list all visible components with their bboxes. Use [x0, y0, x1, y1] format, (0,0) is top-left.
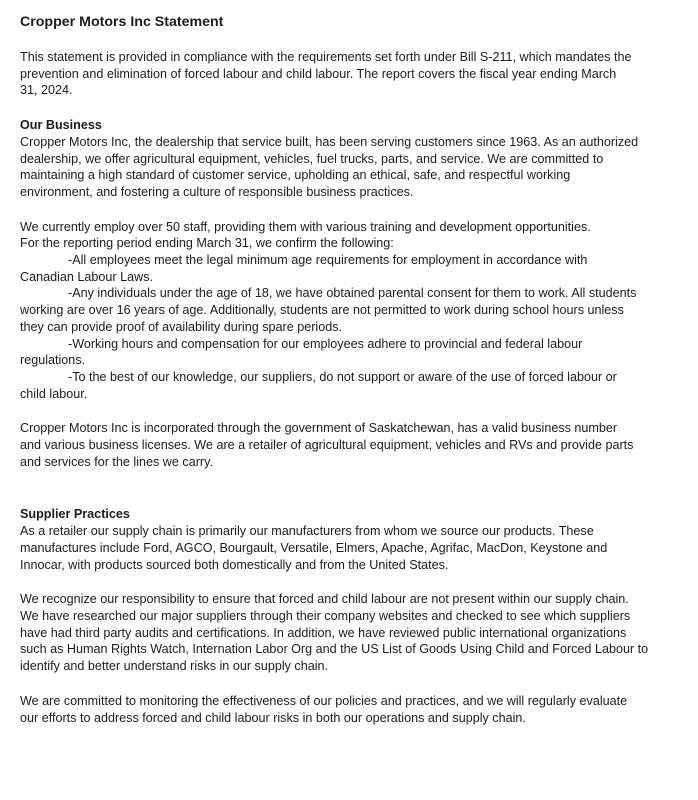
incorporation-line: and various business licenses. We are a retailer of agricultural equipment, vehicles and RVs and provide parts: [20, 438, 634, 453]
statement-document: [20, 13, 680, 744]
responsibility-line: We have researched our major suppliers through their company websites and checked to see which suppliers: [20, 608, 631, 623]
incorporation-line: Cropper Motors Inc is incorporated through the government of Saskatchewan, has a valid business number: [20, 421, 618, 436]
confirmation-item-first-line: -All employees meet the legal minimum age requirements for employment in accordance with: [68, 253, 588, 268]
business-line: dealership, we offer agricultural equipment, vehicles, fuel trucks, parts, and service. We are committed to: [20, 151, 604, 166]
intro-line: prevention and elimination of forced labour and child labour. The report covers the fiscal year ending March: [20, 66, 617, 81]
confirmation-item-first-line: -To the best of our knowledge, our suppliers, do not support or aware of the use of forced labour or: [68, 369, 617, 384]
our-business-heading: Our Business: [20, 118, 102, 133]
employment-line: For the reporting period ending March 31, we confirm the following:: [20, 236, 394, 251]
intro-line: This statement is provided in compliance with the requirements set forth under Bill S-211, which mandates the: [20, 50, 632, 64]
document-title: Cropper Motors Inc Statement: [20, 14, 224, 30]
supplier-line: manufactures include Ford, AGCO, Bourgault, Versatile, Elmers, Apache, Agrifac, MacDon, Keystone and: [20, 540, 608, 555]
intro-line: 31, 2024.: [20, 83, 73, 98]
commitment-line: our efforts to address forced and child labour risks in both our operations and supply chain.: [20, 710, 526, 725]
employment-paragraph: [20, 219, 680, 403]
confirmation-item-first-line: -Any individuals under the age of 18, we have obtained parental consent for them to work. All students: [68, 286, 637, 301]
commitment-line: We are committed to monitoring the effectiveness of our policies and practices, and we will regularly evaluate: [20, 693, 628, 708]
responsibility-line: have had third party audits and certifications. In addition, we have reviewed public international organizations: [20, 625, 627, 640]
responsibility-line: identify and better understand risks in our supply chain.: [20, 659, 329, 674]
confirmation-item-line: Canadian Labour Laws.: [20, 269, 154, 284]
business-line: environment, and fostering a culture of responsible business practices.: [20, 184, 414, 199]
intro-paragraph: [20, 49, 680, 99]
responsibility-line: We recognize our responsibility to ensure that forced and child labour are not present within our supply chain.: [20, 592, 629, 607]
incorporation-paragraph: [20, 420, 680, 470]
confirmation-item-line: child labour.: [20, 386, 88, 401]
section-spacer: [20, 488, 680, 506]
employment-line: We currently employ over 50 staff, providing them with various training and development opportunities.: [20, 219, 591, 234]
commitment-paragraph: [20, 693, 680, 726]
confirmation-item-line: regulations.: [20, 353, 86, 368]
incorporation-line: and services for the lines we carry.: [20, 454, 213, 469]
confirmation-item-first-line: -Working hours and compensation for our employees adhere to provincial and federal labour: [68, 336, 583, 351]
supplier-line: Innocar, with products sourced both domestically and from the United States.: [20, 557, 449, 572]
responsibility-line: such as Human Rights Watch, Internation Labor Org and the US List of Goods Using Child and Forced Labour to: [20, 642, 649, 657]
business-line: Cropper Motors Inc, the dealership that service built, has been serving customers since 1963. As an authorized: [20, 134, 639, 149]
confirmation-item-line: working are over 16 years of age. Additionally, students are not permitted to work during school hours unless: [20, 303, 624, 318]
responsibility-paragraph: [20, 591, 680, 675]
supplier-line: As a retailer our supply chain is primarily our manufacturers from whom we source our products. These: [20, 524, 594, 539]
our-business-section: [20, 117, 680, 201]
supplier-practices-heading: Supplier Practices: [20, 507, 130, 522]
supplier-practices-section: [20, 506, 680, 573]
confirmation-item-line: they can provide proof of availability during spare periods.: [20, 319, 343, 334]
business-line: maintaining a high standard of customer service, upholding an ethical, safe, and respectful working: [20, 168, 571, 183]
